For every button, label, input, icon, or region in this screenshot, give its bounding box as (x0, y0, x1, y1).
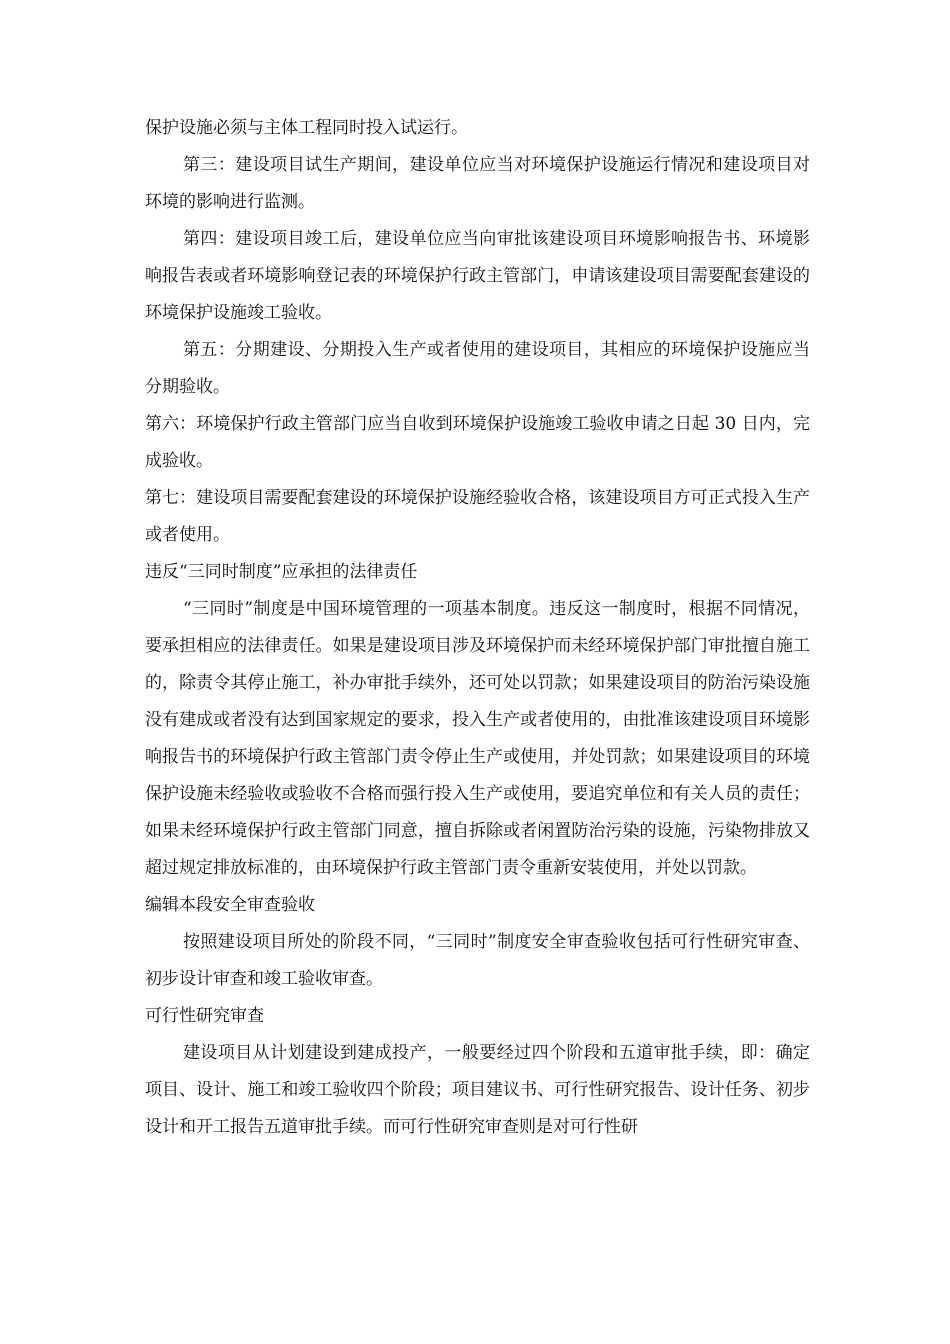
paragraph-1: 保护设施必须与主体工程同时投入试运行。 (145, 118, 468, 138)
paragraph-4: 第五：分期建设、分期投入生产或者使用的建设项目，其相应的环境保护设施应当分期验收。 (145, 340, 810, 397)
paragraph-6: 第七：建设项目需要配套建设的环境保护设施经验收合格，该建设项目方可正式投入生产或者使用。 (145, 488, 810, 545)
paragraph-3: 第四：建设项目竣工后，建设单位应当向审批该建设项目环境影响报告书、环境影响报告表或者环境影响登记表的环境保护行政主管部门，申请该建设项目需要配套建设的环境保护设施竣工验收。 (145, 229, 810, 323)
section-heading-feasibility-review: 可行性研究审查 (145, 1006, 264, 1026)
paragraph-8: 按照建设项目所处的阶段不同，“三同时”制度安全审查验收包括可行性研究审查、初步设计审查和竣工验收审查。 (145, 932, 810, 989)
paragraph-5: 第六：环境保护行政主管部门应当自收到环境保护设施竣工验收申请之日起 30 日内，完成验收。 (145, 414, 810, 471)
section-heading-safety-review: 编辑本段安全审查验收 (145, 895, 315, 915)
paragraph-2: 第三：建设项目试生产期间，建设单位应当对环境保护设施运行情况和建设项目对环境的影响进行监测。 (145, 155, 810, 212)
document-body (145, 110, 810, 1146)
paragraph-9: 建设项目从计划建设到建成投产，一般要经过四个阶段和五道审批手续，即：确定项目、设计、施工和竣工验收四个阶段；项目建议书、可行性研究报告、设计任务、初步设计和开工报告五道审批手续。而可行性研究审查则是对可行性研 (145, 1043, 810, 1137)
section-heading-legal-liability: 违反“三同时制度”应承担的法律责任 (145, 562, 418, 582)
paragraph-7: “三同时”制度是中国环境管理的一项基本制度。违反这一制度时，根据不同情况，要承担相应的法律责任。如果是建设项目涉及环境保护而未经环境保护部门审批擅自施工的，除责令其停止施工，补办审批手续外，还可处以罚款；如果建设项目的防治污染设施没有建成或者没有达到国家规定的要求，投入生产或者使用的，由批准该建设项目环境影响报告书的环境保护行政主管部门责令停止生产或使用，并处罚款；如果建设项目的环境保护设施未经验收或验收不合格而强行投入生产或使用，要追究单位和有关人员的责任；如果未经环境保护行政主管部门同意，擅自拆除或者闲置防治污染的设施，污染物排放又超过规定排放标准的，由环境保护行政主管部门责令重新安装使用，并处以罚款。 (145, 599, 810, 878)
